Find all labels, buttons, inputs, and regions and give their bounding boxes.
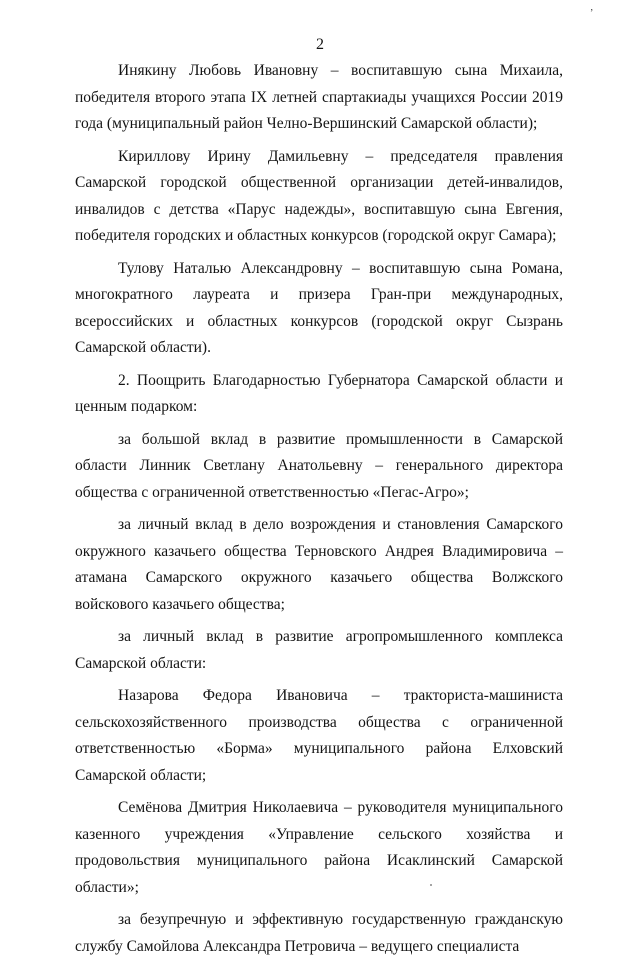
paragraph-samoylov: за безупречную и эффективную государственную гражданскую службу Самойлова Александра Петровича – ведущего специалиста <box>75 911 563 955</box>
page-number: 2 <box>316 36 324 53</box>
document-body <box>75 58 563 960</box>
paragraph-semenov: Семёнова Дмитрия Николаевича – руководителя муниципального казенного учреждения «Управление сельского хозяйства и продовольствия муниципального района Исаклинский Самарской области»; <box>75 799 563 896</box>
paragraph-agro-heading: за личный вклад в развитие агропромышленного комплекса Самарской области: <box>75 628 563 672</box>
paragraph-inyakina: Инякину Любовь Ивановну – воспитавшую сына Михаила, победителя второго этапа IX летней спартакиады учащихся России 2019 года (муниципальный район Челно-Вершинский Самарской области); <box>75 62 563 132</box>
paragraph-section-2: 2. Поощрить Благодарностью Губернатора Самарской области и ценным подарком: <box>75 371 563 415</box>
corner-mark: ’ <box>590 8 594 19</box>
paragraph-linnik: за большой вклад в развитие промышленности в Самарской области Линник Светлану Анатольевну – генерального директора общества с ограниченной ответственностью «Пегас-Агро»; <box>75 430 563 501</box>
paragraph-ternovsky: за личный вклад в дело возрождения и становления Самарского окружного казачьего общества Терновского Андрея Владимировича – атамана Самарского окружного казачьего общества Волжского войскового казачьего общества; <box>75 516 563 613</box>
paragraph-tulova: Тулову Наталью Александровну – воспитавшую сына Романа, многократного лауреата и призера Гран-при международных, всероссийских и областных конкурсов (городской округ Сызрань Самарской области). <box>75 259 563 356</box>
paragraph-kirillova: Кириллову Ирину Дамильевну – председателя правления Самарской городской общественной организации детей-инвалидов, инвалидов с детства «Парус надежды», воспитавшую сына Евгения, победителя городских и областных конкурсов (городской округ Самара); <box>75 147 563 244</box>
paragraph-nazarov: Назарова Федора Ивановича – тракториста-машиниста сельскохозяйственного производства общества с ограниченной ответственностью «Борма» муниципального района Елховский Самарской области; <box>75 687 563 784</box>
scan-speck <box>430 884 432 886</box>
